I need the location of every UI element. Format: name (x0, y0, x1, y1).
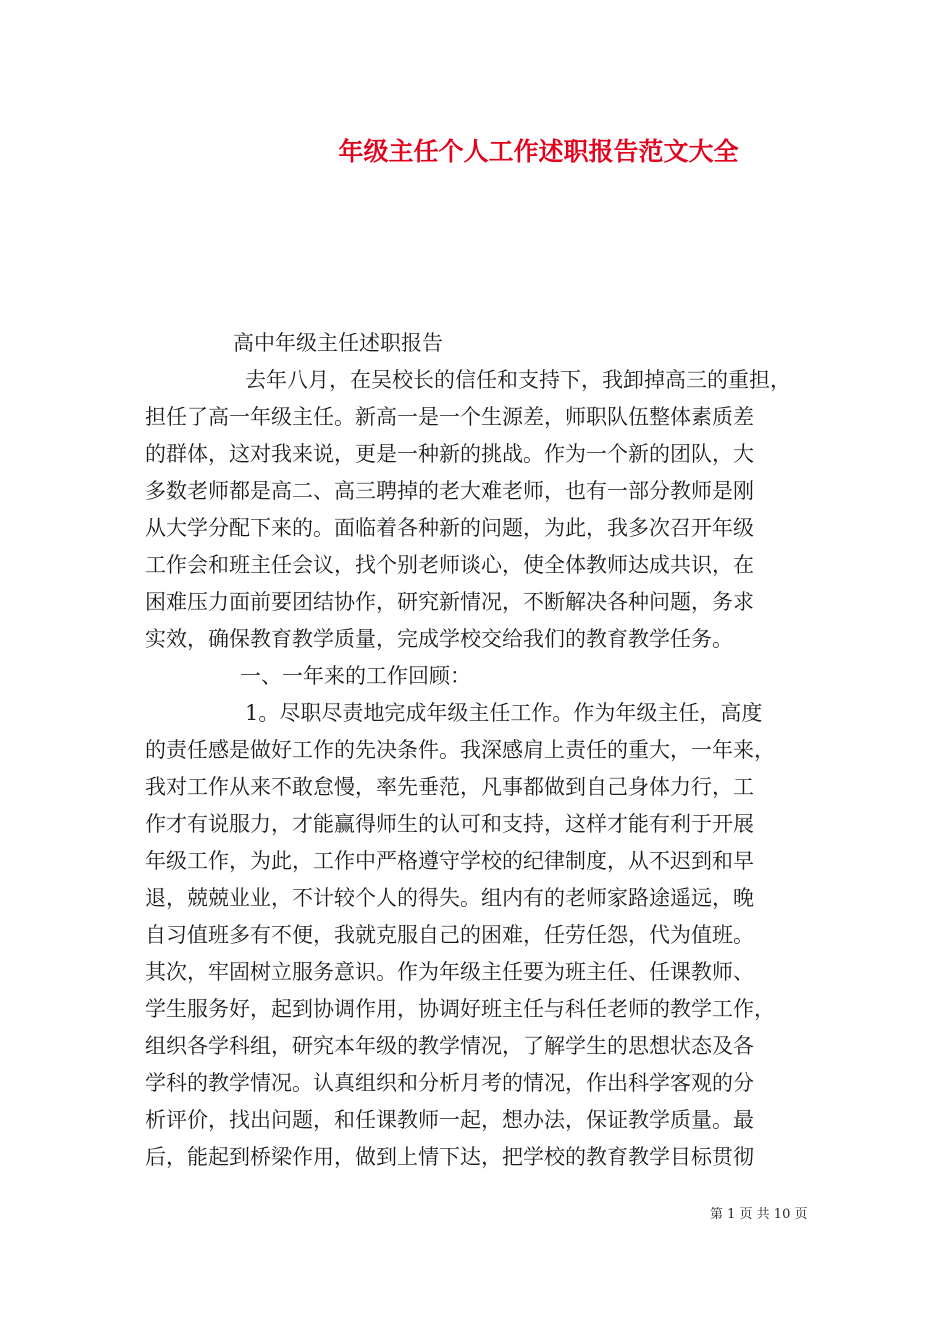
paragraph-line: 担任了高一年级主任。新高一是一个生源差，师职队伍整体素质差 (145, 405, 754, 429)
paragraph-line: 学生服务好，起到协调作用，协调好班主任与科任老师的教学工作， (145, 997, 775, 1021)
paragraph-line: 自习值班多有不便，我就克服自己的困难，任劳任怨，代为值班。 (145, 923, 754, 947)
paragraph-line: 退，兢兢业业，不计较个人的得失。组内有的老师家路途遥远，晚 (145, 886, 754, 910)
document-subtitle: 高中年级主任述职报告 (233, 331, 443, 355)
paragraph-line: 实效，确保教育教学质量，完成学校交给我们的教育教学任务。 (145, 627, 733, 651)
paragraph-line: 其次，牢固树立服务意识。作为年级主任要为班主任、任课教师、 (145, 960, 754, 984)
paragraph-line: 的群体，这对我来说，更是一种新的挑战。作为一个新的团队，大 (145, 442, 754, 466)
paragraph-line: 困难压力面前要团结协作，研究新情况，不断解决各种问题，务求 (145, 590, 754, 614)
document-body (145, 325, 808, 1176)
paragraph-line: 的责任感是做好工作的先决条件。我深感肩上责任的重大，一年来， (145, 738, 775, 762)
paragraph-line: 年级工作，为此，工作中严格遵守学校的纪律制度，从不迟到和早 (145, 849, 754, 873)
paragraph-line: 工作会和班主任会议，找个别老师谈心，使全体教师达成共识，在 (145, 553, 754, 577)
paragraph-line: 作才有说服力，才能赢得师生的认可和支持，这样才能有利于开展 (145, 812, 754, 836)
paragraph-line: 我对工作从来不敢怠慢，率先垂范，凡事都做到自己身体力行，工 (145, 775, 754, 799)
paragraph-line: 从大学分配下来的。面临着各种新的问题，为此，我多次召开年级 (145, 516, 754, 540)
document-title: 年级主任个人工作述职报告范文大全 (338, 137, 739, 166)
paragraph-line: 1。尽职尽责地完成年级主任工作。作为年级主任，高度 (245, 701, 763, 725)
paragraph-line: 去年八月，在吴校长的信任和支持下，我卸掉高三的重担， (245, 368, 791, 392)
paragraph-line: 后，能起到桥梁作用，做到上情下达，把学校的教育教学目标贯彻 (145, 1145, 754, 1169)
section-heading: 一、一年来的工作回顾： (240, 664, 471, 688)
paragraph-line: 学科的教学情况。认真组织和分析月考的情况，作出科学客观的分 (145, 1071, 754, 1095)
paragraph-line: 组织各学科组，研究本年级的教学情况，了解学生的思想状态及各 (145, 1034, 754, 1058)
paragraph-line: 析评价，找出问题，和任课教师一起，想办法，保证教学质量。最 (145, 1108, 754, 1132)
paragraph-line: 多数老师都是高二、高三聘掉的老大难老师，也有一部分教师是刚 (145, 479, 754, 503)
page-number: 第 1 页 共 10 页 (710, 1207, 808, 1222)
